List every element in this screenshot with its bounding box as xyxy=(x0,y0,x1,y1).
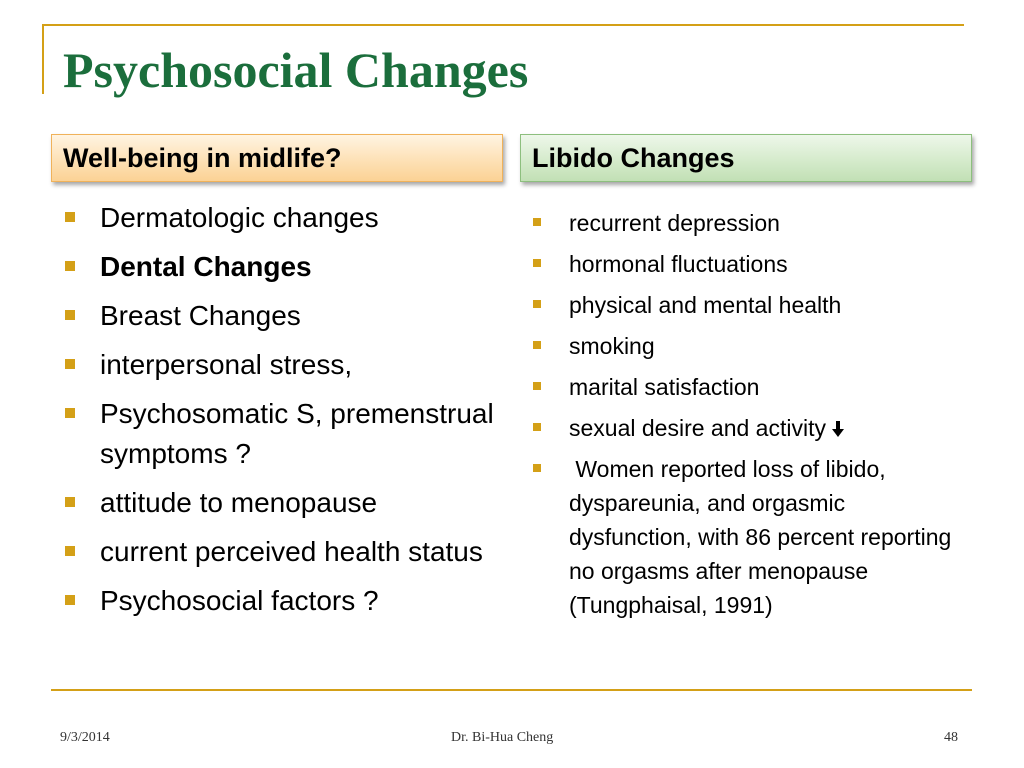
list-item xyxy=(62,394,507,474)
list-item xyxy=(62,296,507,336)
square-bullet-icon xyxy=(533,341,541,349)
square-bullet-icon xyxy=(65,212,75,222)
list-item-text: recurrent depression xyxy=(569,210,780,236)
square-bullet-icon xyxy=(533,423,541,431)
list-item-text: interpersonal stress, xyxy=(100,349,353,380)
list-item xyxy=(530,288,970,322)
square-bullet-icon xyxy=(533,382,541,390)
square-bullet-icon xyxy=(65,497,75,507)
list-item-text: Dental Changes xyxy=(100,251,312,282)
left-column-header: Well-being in midlife? xyxy=(51,134,503,182)
list-item-text: Women reported loss of libido, dyspareunia, and orgasmic dysfunction, with 86 percent reporting no orgasms after menopause (Tungphaisal, 1991) xyxy=(569,456,958,618)
square-bullet-icon xyxy=(65,261,75,271)
list-item-text: hormonal fluctuations xyxy=(569,251,788,277)
list-item-text: smoking xyxy=(569,333,655,359)
square-bullet-icon xyxy=(533,464,541,472)
square-bullet-icon xyxy=(533,259,541,267)
list-item-text: Psychosomatic S, premenstrual symptoms ? xyxy=(100,398,494,469)
list-item xyxy=(530,411,970,445)
list-item xyxy=(530,206,970,240)
down-arrow-icon xyxy=(830,411,846,445)
page-number: 48 xyxy=(944,730,958,745)
right-column-header: Libido Changes xyxy=(520,134,972,182)
square-bullet-icon xyxy=(65,408,75,418)
list-item xyxy=(62,345,507,385)
footer-date: 9/3/2014 xyxy=(60,730,110,745)
list-item xyxy=(62,198,507,238)
list-item xyxy=(530,370,970,404)
square-bullet-icon xyxy=(65,359,75,369)
frame-left-line xyxy=(42,24,44,94)
list-item xyxy=(62,247,507,287)
list-item xyxy=(530,452,970,622)
left-bullet-list xyxy=(62,198,507,630)
list-item xyxy=(62,532,507,572)
frame-top-line xyxy=(42,24,964,26)
slide-title: Psychosocial Changes xyxy=(63,42,529,98)
footer-author: Dr. Bi-Hua Cheng xyxy=(451,730,554,745)
list-item-text: Breast Changes xyxy=(100,300,301,331)
list-item-text: Dermatologic changes xyxy=(100,202,379,233)
list-item-text: current perceived health status xyxy=(100,536,483,567)
square-bullet-icon xyxy=(65,310,75,320)
list-item-text: marital satisfaction xyxy=(569,374,760,400)
list-item xyxy=(62,581,507,621)
footer-divider xyxy=(51,689,972,691)
square-bullet-icon xyxy=(533,300,541,308)
square-bullet-icon xyxy=(65,595,75,605)
square-bullet-icon xyxy=(65,546,75,556)
list-item-text: Psychosocial factors ? xyxy=(100,585,379,616)
list-item xyxy=(530,329,970,363)
right-bullet-list xyxy=(530,206,970,629)
list-item xyxy=(62,483,507,523)
square-bullet-icon xyxy=(533,218,541,226)
list-item-text: sexual desire and activity xyxy=(569,415,826,441)
list-item xyxy=(530,247,970,281)
list-item-text: physical and mental health xyxy=(569,292,842,318)
list-item-text: attitude to menopause xyxy=(100,487,378,518)
